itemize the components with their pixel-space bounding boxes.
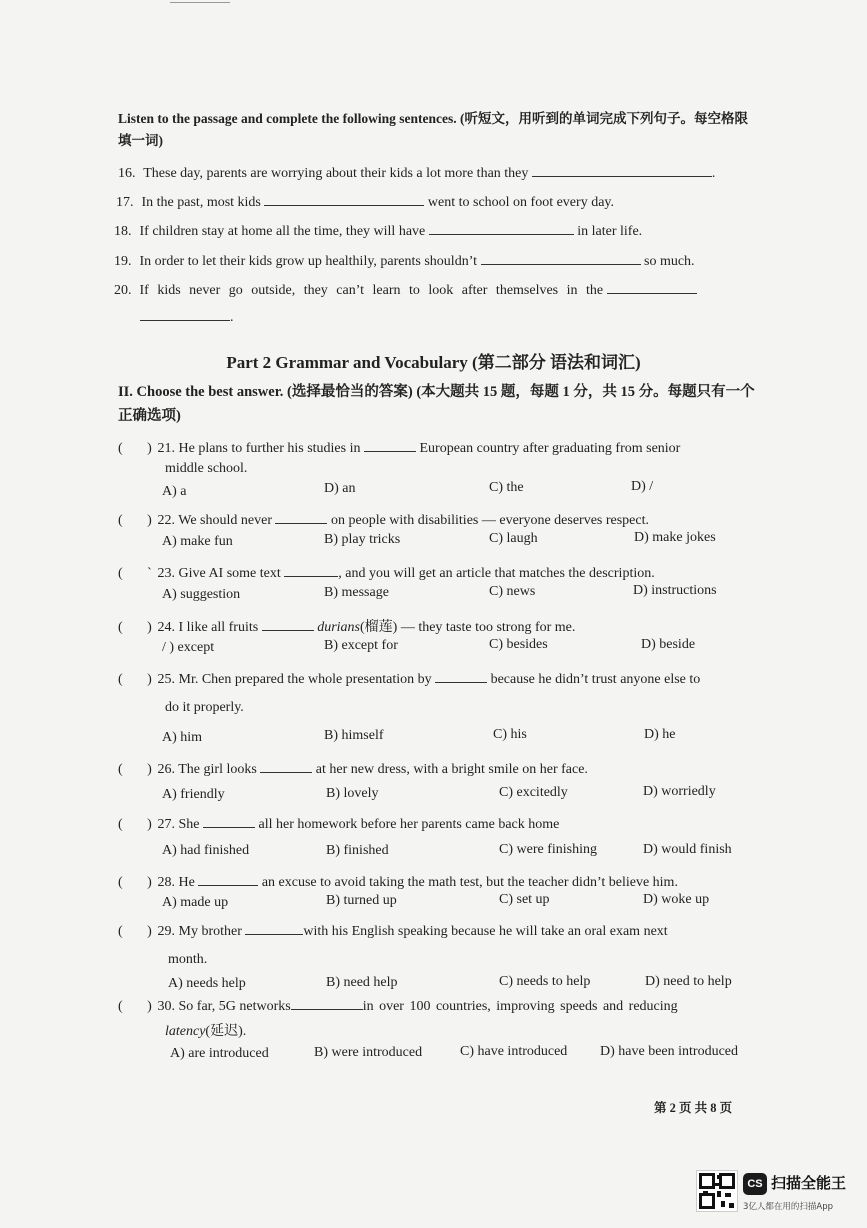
answer-blank — [275, 511, 327, 524]
option-d[interactable]: D) make jokes — [634, 530, 716, 545]
part-title: Part 2 Grammar and Vocabulary (第二部分 语法和词汇) — [226, 353, 641, 372]
question-number: 28. — [157, 875, 175, 890]
question-stem-end: an excuse to avoid taking the math test, but the teacher didn’t believe him. — [261, 875, 678, 890]
question-27 — [118, 815, 559, 833]
question-number: 30. — [157, 999, 175, 1014]
option-b[interactable]: B) play tricks — [324, 532, 401, 547]
item-number: 16. — [118, 166, 136, 181]
option-b[interactable]: D) an — [324, 481, 356, 496]
answer-blank[interactable] — [607, 281, 697, 294]
camscanner-tagline: 3亿人都在用的扫描App — [743, 1202, 834, 1212]
answer-blank[interactable] — [264, 193, 424, 206]
question-stem: She — [178, 817, 200, 832]
option-b[interactable]: B) message — [324, 585, 389, 600]
option-c[interactable]: C) besides — [489, 637, 548, 652]
question-stem: I like all fruits — [178, 620, 259, 635]
question-number: 26. — [157, 762, 175, 777]
option-b[interactable]: B) finished — [326, 843, 389, 858]
option-c[interactable]: C) needs to help — [499, 974, 591, 989]
item-text: If kids never go outside, they can’t learn to look after themselves in the — [139, 283, 604, 298]
answer-paren[interactable]: ( ) — [118, 762, 152, 777]
top-mark-line — [170, 2, 230, 3]
answer-paren[interactable]: ( ) — [118, 620, 152, 635]
option-a[interactable]: A) needs help — [168, 976, 246, 991]
option-c[interactable]: C) laugh — [489, 531, 538, 546]
section-title: II. Choose the best answer. (选择最恰当的答案) (本大题共 15 题，每题 1 分，共 15 分。每题只有一个正确选项) — [118, 384, 755, 424]
option-b[interactable]: B) turned up — [326, 893, 397, 908]
question-stem: So far, 5G networks — [178, 999, 291, 1014]
question-23 — [118, 564, 655, 582]
answer-paren[interactable]: ( ) — [118, 441, 152, 456]
option-a[interactable]: A) made up — [162, 895, 229, 910]
question-stem-end: all her homework before her parents came back home — [258, 817, 560, 832]
option-b[interactable]: B) were introduced — [314, 1045, 423, 1060]
listening-item-20 — [114, 281, 697, 299]
option-c[interactable]: C) his — [493, 727, 527, 742]
item-text: In order to let their kids grow up healthily, parents shouldn’t — [139, 254, 477, 269]
option-d[interactable]: D) / — [631, 479, 654, 494]
listening-item-19 — [114, 252, 695, 270]
question-gloss: (延迟). — [205, 1024, 247, 1039]
option-d[interactable]: D) beside — [641, 637, 696, 652]
question-stem-end: at her new dress, with a bright smile on her face. — [315, 762, 588, 777]
listening-item-20-continuation — [140, 308, 234, 326]
question-number: 25. — [157, 672, 175, 687]
question-stem-end: , and you will get an article that matches the description. — [338, 566, 655, 581]
question-stem-end: on people with disabilities — everyone deserves respect. — [330, 513, 649, 528]
answer-paren[interactable]: ( ) — [118, 875, 152, 890]
item-number: 18. — [114, 224, 132, 239]
qr-code-icon — [696, 1170, 738, 1212]
question-30-continuation — [165, 1020, 246, 1040]
question-number: 22. — [157, 513, 175, 528]
option-b[interactable]: B) himself — [324, 728, 384, 743]
question-29 — [118, 922, 668, 940]
question-number: 27. — [157, 817, 175, 832]
question-stem: Mr. Chen prepared the whole presentation by — [178, 672, 432, 687]
question-stem-end: because he didn’t trust anyone else to — [490, 672, 701, 687]
answer-blank — [435, 670, 487, 683]
option-c[interactable]: C) have introduced — [460, 1044, 568, 1059]
question-26 — [118, 760, 588, 778]
answer-blank — [260, 760, 312, 773]
camscanner-logo-icon: CS — [743, 1173, 767, 1195]
option-b[interactable]: B) need help — [326, 975, 398, 990]
option-a[interactable]: A) friendly — [162, 787, 225, 802]
option-a[interactable]: A) suggestion — [162, 587, 241, 602]
option-a[interactable]: A) make fun — [162, 534, 233, 549]
answer-blank[interactable] — [429, 222, 574, 235]
question-stem-end: in over 100 countries, improving speeds and reducing — [362, 999, 678, 1014]
listening-item-17 — [116, 193, 614, 211]
question-stem: My brother — [178, 924, 242, 939]
option-d[interactable]: D) have been introduced — [600, 1044, 738, 1059]
question-number: 23. — [157, 566, 175, 581]
question-stem: He plans to further his studies in — [178, 441, 361, 456]
question-stem: The girl looks — [178, 762, 257, 777]
question-21 — [118, 439, 680, 457]
answer-blank[interactable] — [140, 308, 230, 321]
question-number: 24. — [157, 620, 175, 635]
question-30 — [118, 997, 678, 1015]
item-text-end: went to school on foot every day. — [427, 195, 614, 210]
question-stem-end: with his English speaking because he will take an oral exam next — [303, 924, 668, 939]
option-c[interactable]: C) set up — [499, 892, 550, 907]
answer-blank — [291, 997, 363, 1010]
option-d[interactable]: D) woke up — [643, 892, 710, 907]
listening-item-18 — [114, 222, 642, 240]
question-stem: Give AI some text — [178, 566, 281, 581]
option-a[interactable]: A) had finished — [162, 843, 250, 858]
option-d[interactable]: D) he — [644, 727, 676, 742]
item-number: 19. — [114, 254, 132, 269]
item-text-end: . — [230, 310, 234, 325]
answer-paren[interactable]: ( ) — [118, 999, 152, 1014]
option-c[interactable]: C) were finishing — [499, 842, 597, 857]
item-number: 20. — [114, 283, 132, 298]
question-stem: He — [178, 875, 195, 890]
question-29-continuation: month. — [168, 952, 208, 967]
item-text: If children stay at home all the time, they will have — [139, 224, 426, 239]
answer-paren[interactable]: ( ) — [118, 513, 152, 528]
answer-blank[interactable] — [481, 252, 641, 265]
option-d[interactable]: D) would finish — [643, 842, 732, 857]
option-b[interactable]: B) lovely — [326, 786, 379, 801]
question-stem-end: (榴莲) — they taste too strong for me. — [360, 620, 576, 635]
answer-paren[interactable]: ( ) — [118, 924, 152, 939]
question-25 — [118, 670, 700, 688]
item-text-end: so much. — [644, 254, 695, 269]
answer-blank — [203, 815, 255, 828]
question-keyword: durians — [317, 620, 360, 635]
listening-instructions: Listen to the passage and complete the following sentences. (听短文，用听到的单词完成下列句子。每空格限填一词) — [118, 111, 748, 148]
option-d[interactable]: D) instructions — [633, 583, 717, 598]
answer-paren[interactable]: ( ) — [118, 672, 152, 687]
option-c[interactable]: C) the — [489, 480, 524, 495]
question-number: 21. — [157, 441, 175, 456]
answer-blank — [284, 564, 338, 577]
option-c[interactable]: C) excitedly — [499, 785, 568, 800]
option-c[interactable]: C) news — [489, 584, 536, 599]
option-a[interactable]: / ) except — [162, 640, 215, 655]
question-stem: We should never — [178, 513, 272, 528]
answer-paren[interactable]: ( ) — [118, 817, 152, 832]
item-text: In the past, most kids — [141, 195, 261, 210]
item-text-end: in later life. — [577, 224, 643, 239]
camscanner-name: 扫描全能王 — [771, 1174, 847, 1192]
page-number: 第 2 页 共 8 页 — [654, 1101, 733, 1115]
question-22 — [118, 511, 649, 529]
item-text-end: . — [711, 166, 716, 181]
answer-blank — [198, 873, 258, 886]
option-a[interactable]: A) a — [162, 484, 187, 499]
option-b[interactable]: B) except for — [324, 638, 398, 653]
question-25-continuation: do it properly. — [165, 700, 244, 715]
question-28 — [118, 873, 678, 891]
answer-paren[interactable]: ( ` — [118, 566, 152, 581]
question-number: 29. — [157, 924, 175, 939]
item-text: These day, parents are worrying about their kids a lot more than they — [143, 166, 529, 181]
listening-item-16 — [118, 164, 715, 182]
question-keyword: latency — [165, 1024, 206, 1039]
option-d[interactable]: D) worriedly — [643, 784, 716, 799]
answer-blank[interactable] — [532, 164, 712, 177]
option-d[interactable]: D) need to help — [645, 974, 732, 989]
question-24 — [118, 616, 575, 636]
answer-blank — [262, 618, 314, 631]
item-number: 17. — [116, 195, 134, 210]
option-a[interactable]: A) are introduced — [170, 1046, 269, 1061]
answer-blank — [364, 439, 416, 452]
question-21-continuation: middle school. — [165, 461, 248, 476]
question-stem-end: European country after graduating from senior — [419, 441, 681, 456]
answer-blank — [245, 922, 303, 935]
option-a[interactable]: A) him — [162, 730, 203, 745]
